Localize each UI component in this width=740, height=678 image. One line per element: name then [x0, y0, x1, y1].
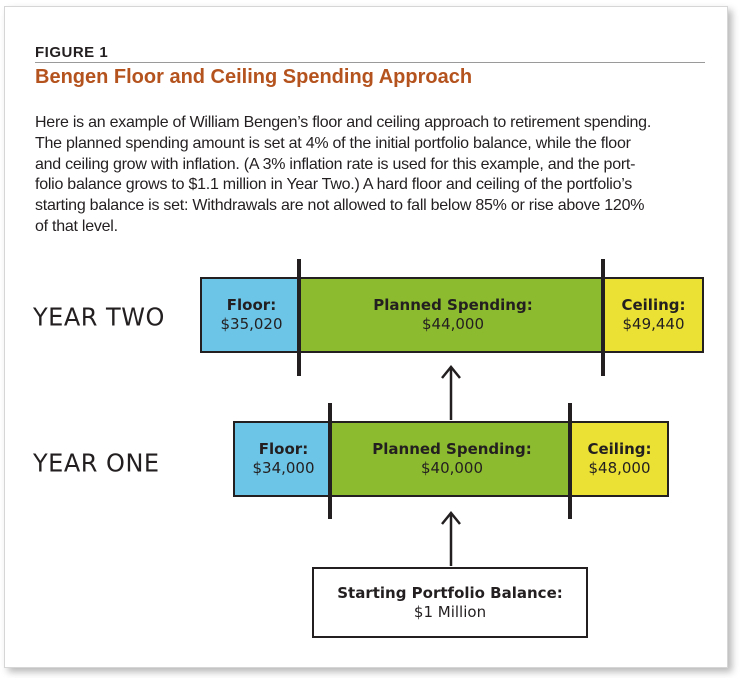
floor-heading: Floor:: [258, 440, 309, 458]
ceiling-value: $49,440: [622, 315, 685, 333]
floor-value: $35,020: [220, 315, 283, 333]
starting-balance-heading: Starting Portfolio Balance:: [337, 583, 563, 602]
planned-heading: Planned Spending:: [372, 440, 532, 458]
floor-value: $34,000: [252, 459, 315, 477]
starting-balance-box: [312, 567, 588, 638]
figure-title: Bengen Floor and Ceiling Spending Approach: [35, 66, 473, 88]
planned-value: $40,000: [420, 459, 484, 477]
year-one-label: YEAR ONE: [33, 448, 160, 478]
description-line: starting balance is set: Withdrawals are not allowed to fall below 85% or rise above 120%: [35, 197, 645, 215]
description-line: folio balance grows to $1.1 million in Year Two.) A hard floor and ceiling of the portfolio’s: [35, 176, 632, 194]
description-line: and ceiling grow with inflation. (A 3% inflation rate is used for this example, and the port-: [35, 155, 636, 173]
floor-heading: Floor:: [226, 296, 277, 314]
planned-value: $44,000: [421, 315, 485, 333]
description-line: of that level.: [35, 217, 118, 235]
figure-label: FIGURE 1: [35, 44, 109, 61]
planned-heading: Planned Spending:: [373, 296, 533, 314]
ceiling-heading: Ceiling:: [587, 440, 652, 458]
ceiling-value: $48,000: [588, 459, 651, 477]
description-line: Here is an example of William Bengen’s floor and ceiling approach to retirement spending.: [35, 114, 652, 131]
ceiling-heading: Ceiling:: [621, 296, 686, 314]
description-line: The planned spending amount is set at 4% of the initial portfolio balance, while the floor: [35, 134, 631, 152]
starting-balance-value: $1 Million: [413, 602, 487, 621]
year-two-label: YEAR TWO: [33, 302, 165, 332]
